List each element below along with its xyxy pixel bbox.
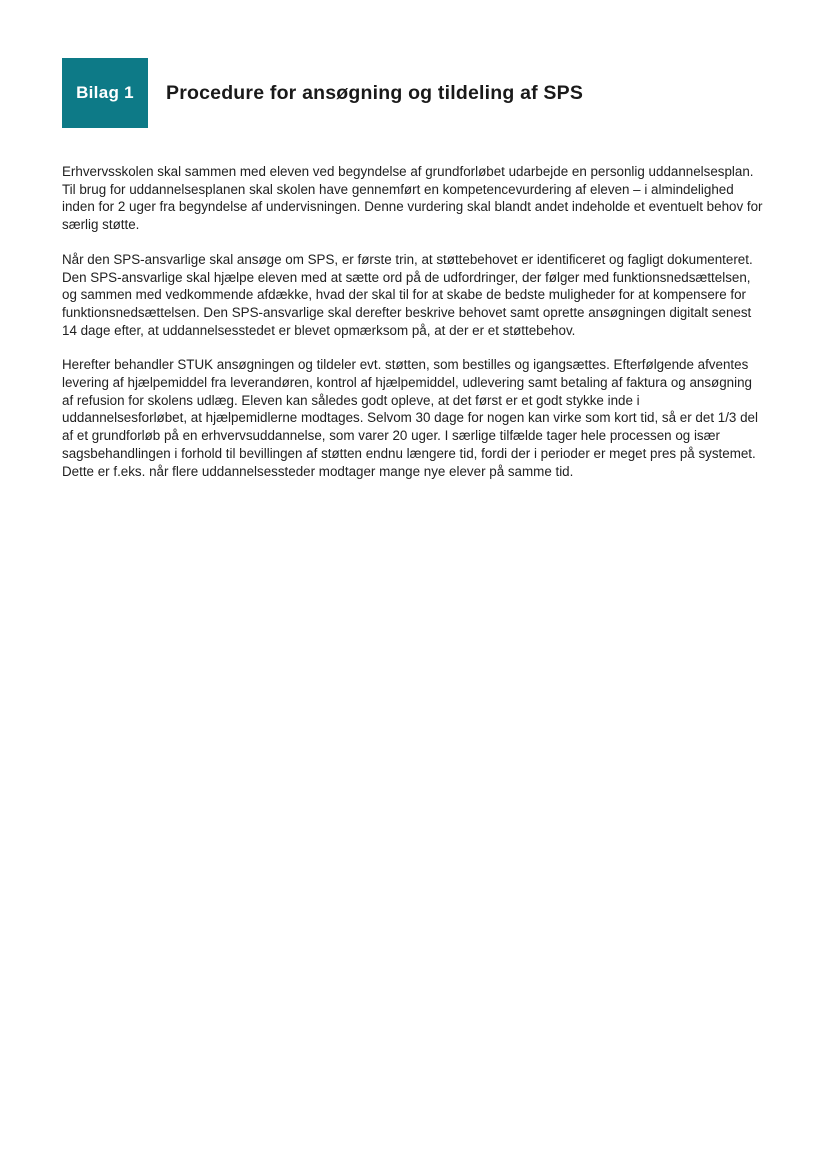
bilag-badge: [62, 58, 148, 128]
paragraph-stuk-behandling: Herefter behandler STUK ansøgningen og tildeler evt. støtten, som bestilles og igangsættes. Efterfølgende afventes levering af hjælpemiddel fra leverandøren, kontrol af hjælpemiddel, udlevering samt betaling af faktura og ansøgning af refusion for skolens udlæg. Eleven kan således godt opleve, at det først er et godt stykke inde i uddannelsesforløbet, at hjælpemidlerne modtages. Selvom 30 dage for nogen kan virke som kort tid, så er det 1/3 del af et grundforløb på en erhvervsuddannelse, som varer 20 uger. I særlige tilfælde tager hele processen og især sagsbehandlingen i forhold til bevillingen af støtten endnu længere tid, fordi der i perioder er meget pres på systemet. Dette er f.eks. når flere uddannelsessteder modtager mange nye elever på samme tid.: [62, 357, 758, 479]
paragraph-uddannelsesplan: Erhvervsskolen skal sammen med eleven ved begyndelse af grundforløbet udarbejde en personlig uddannelsesplan. Til brug for uddannelsesplanen skal skolen have gennemført en kompetencevurdering af eleven – i almindelighed inden for 2 uger fra begyndelse af undervisningen. Denne vurdering skal blandt andet indeholde et eventuelt behov for særlig støtte.: [62, 164, 763, 233]
bilag-badge-label: Bilag 1: [76, 83, 134, 102]
document-header: [62, 58, 583, 128]
page-title: Procedure for ansøgning og tildeling af SPS: [166, 81, 584, 104]
paragraph-sps-ansvarlige: Når den SPS-ansvarlige skal ansøge om SPS, er første trin, at støttebehovet er identificeret og fagligt dokumenteret. Den SPS-ansvarlige skal hjælpe eleven med at sætte ord på de udfordringer, der følger med funktionsnedsættelsen, og sammen med vedkommende afdække, hvad der skal til for at skabe de bedste muligheder for at kompensere for funktionsnedsættelsen. Den SPS-ansvarlige skal derefter beskrive behovet samt oprette ansøgningen digitalt senest 14 dage efter, at uddannelsesstedet er blevet opmærksom på, at der er et støttebehov.: [62, 251, 753, 338]
document-body: [62, 163, 766, 480]
